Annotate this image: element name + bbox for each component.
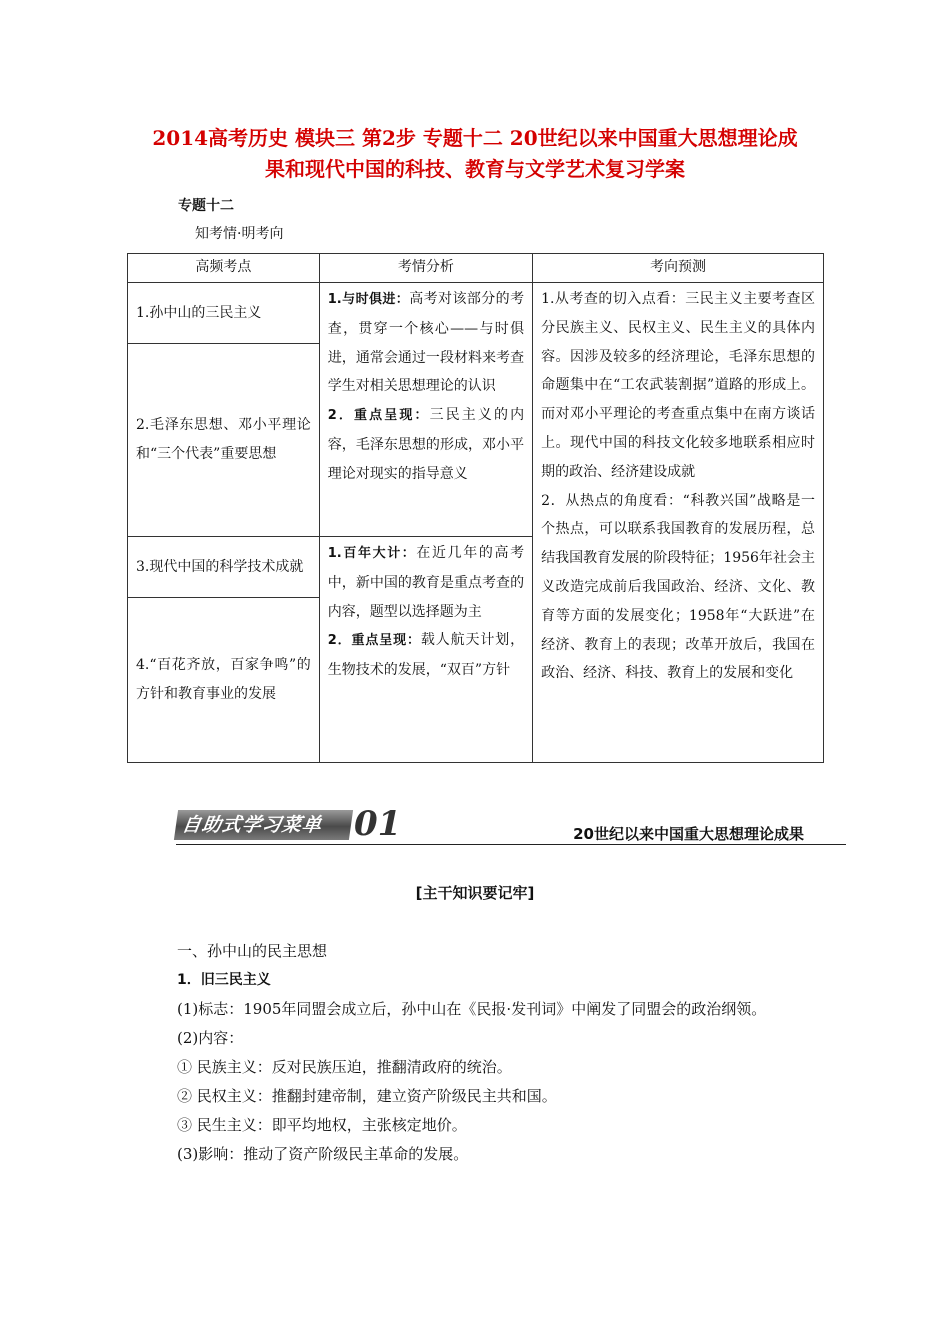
analysis-1-text-2: 三民主义的内容，毛泽东思想的形成，邓小平理论对现实的指导意义 xyxy=(327,407,525,482)
analysis-1-label-1: 1.与时俱进： xyxy=(327,292,410,307)
analysis-2-text-1: 在近几年的高考中，新中国的教育是重点考查的内容，题型以选择题为主 xyxy=(327,545,525,620)
analysis-cell-2 xyxy=(319,537,532,763)
heading-1: 一、孙中山的民主思想 xyxy=(177,942,328,960)
body-text xyxy=(145,937,820,1169)
exam-table xyxy=(127,253,824,763)
forecast-cell xyxy=(533,283,824,763)
header-points: 高频考点 xyxy=(128,254,320,283)
paragraph: ② 民权主义：推翻封建帝制，建立资产阶级民主共和国。 xyxy=(177,1087,557,1105)
table-header-row xyxy=(128,254,824,283)
paragraph: (1)标志：1905年同盟会成立后，孙中山在《民报·发刊词》中阐发了同盟会的政治纲领。 xyxy=(177,1000,767,1018)
header-analysis: 考情分析 xyxy=(319,254,532,283)
banner-number: 01 xyxy=(354,804,402,844)
document-title: 2014高考历史 模块三 第2步 专题十二 20世纪以来中国重大思想理论成果和现代中国的科技、教育与文学艺术复习学案 xyxy=(152,126,798,181)
section-banner xyxy=(176,806,846,845)
forecast-2: 2．从热点的角度看：“科教兴国”战略是一个热点，可以联系我国教育的发展历程，总结我国教育发展的阶段特征；1956年社会主义改造完成前后我国政治、经济、文化、教育等方面的发展变化；1958年“大跃进”在经济、教育上的表现；改革开放后，我国在政治、经济、科技、教育上的发展和变化 xyxy=(541,492,815,682)
analysis-2-text-2: 载人航天计划，生物技术的发展，“双百”方针 xyxy=(327,632,525,679)
header-forecast: 考向预测 xyxy=(533,254,824,283)
paragraph: ① 民族主义：反对民族压迫，推翻清政府的统治。 xyxy=(177,1058,512,1076)
forecast-1: 1.从考查的切入点看：三民主义主要考查区分民族主义、民权主义、民生主义的具体内容。因涉及较多的经济理论，毛泽东思想的命题集中在“工农武装割据”道路的形成上。而对邓小平理论的考查重点集中在南方谈话上。现代中国的科技文化较多地联系相应时期的政治、经济建设成就 xyxy=(541,291,815,480)
analysis-cell-1 xyxy=(319,283,532,537)
banner-label: 自助式学习菜单 xyxy=(174,810,353,840)
analysis-2-label-1: 1.百年大计： xyxy=(327,546,417,561)
paragraph: (2)内容： xyxy=(177,1029,244,1047)
paragraph: ③ 民生主义：即平均地权，主张核定地价。 xyxy=(177,1116,467,1134)
analysis-2-label-2: 2．重点呈现： xyxy=(327,633,421,649)
analysis-1-label-2: 2．重点呈现： xyxy=(327,408,430,424)
intro-label: 知考情·明考向 xyxy=(195,226,284,242)
section-heading: [主干知识要记牢] xyxy=(415,884,535,902)
point-3: 3.现代中国的科学技术成就 xyxy=(128,537,320,598)
analysis-1-text-1: 高考对该部分的考查，贯穿一个核心——与时俱进，通常会通过一段材料来考查学生对相关思想理论的认识 xyxy=(327,291,525,395)
table-row xyxy=(128,283,824,344)
point-4: 4.“百花齐放，百家争鸣”的方针和教育事业的发展 xyxy=(128,598,320,763)
heading-2: 1．旧三民主义 xyxy=(177,972,271,988)
topic-label: 专题十二 xyxy=(178,198,234,214)
banner-section-title: 20世纪以来中国重大思想理论成果 xyxy=(573,825,804,843)
point-2: 2.毛泽东思想、邓小平理论和“三个代表”重要思想 xyxy=(128,344,320,537)
paragraph: (3)影响：推动了资产阶级民主革命的发展。 xyxy=(177,1145,469,1163)
point-1: 1.孙中山的三民主义 xyxy=(128,283,320,344)
